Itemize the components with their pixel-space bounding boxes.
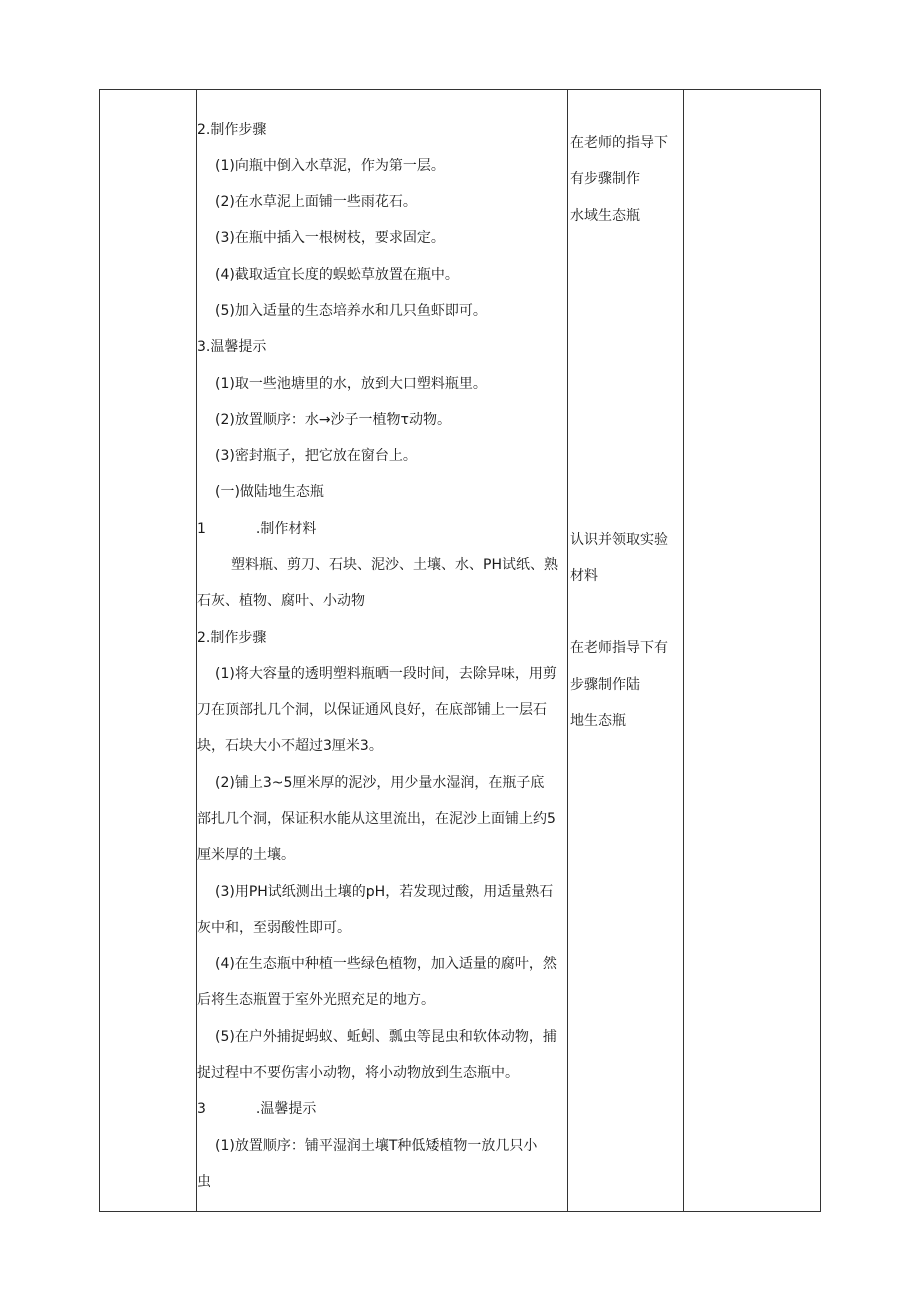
step-text: 捉过程中不要伤害小动物，将小动物放到生态瓶中。 <box>197 1065 519 1081</box>
section-title: .温馨提示 <box>255 1101 317 1117</box>
section-heading <box>197 1099 316 1119</box>
column-divider <box>196 90 197 1211</box>
activity-text: 在老师指导下有 <box>570 640 668 656</box>
step-text: (3)在瓶中插入一根树枝，要求固定。 <box>215 230 445 246</box>
step-text: (5)加入适量的生态培养水和几只鱼虾即可。 <box>215 303 487 319</box>
section-heading: 2.制作步骤 <box>197 630 267 646</box>
materials-text: 石灰、植物、腐叶、小动物 <box>197 593 365 609</box>
step-text: (1)向瓶中倒入水草泥，作为第一层。 <box>215 158 445 174</box>
tip-text: (1)放置顺序：铺平湿润土壤T种低矮植物一放几只小 <box>215 1138 538 1154</box>
activity-text: 材料 <box>570 568 598 584</box>
step-text: (4)截取适宜长度的蜈蚣草放置在瓶中。 <box>215 267 459 283</box>
step-text: (3)用PH试纸测出土壤的pH，若发现过酸，用适量熟石 <box>215 884 554 900</box>
column-divider <box>683 90 684 1211</box>
section-heading: 3.温馨提示 <box>197 339 267 355</box>
activity-text: 水域生态瓶 <box>570 208 640 224</box>
tip-text: 虫 <box>197 1174 211 1190</box>
materials-text: 塑料瓶、剪刀、石块、泥沙、土壤、水、PH试纸、熟 <box>231 557 558 573</box>
section-heading <box>197 519 316 539</box>
column-divider <box>567 90 568 1211</box>
activity-text: 地生态瓶 <box>570 713 626 729</box>
tip-text: (3)密封瓶子，把它放在窗台上。 <box>215 448 417 464</box>
step-text: 后将生态瓶置于室外光照充足的地方。 <box>197 992 435 1008</box>
step-text: (1)将大容量的透明塑料瓶晒一段时间，去除异味，用剪 <box>215 666 557 682</box>
step-text: 块，石块大小不超过3厘米3。 <box>197 738 383 754</box>
step-text: 灰中和，至弱酸性即可。 <box>197 920 351 936</box>
tip-text: (1)取一些池塘里的水，放到大口塑料瓶里。 <box>215 376 487 392</box>
step-text: 刀在顶部扎几个洞，以保证通风良好，在底部铺上一层石 <box>197 702 547 718</box>
step-text: (2)在水草泥上面铺一些雨花石。 <box>215 194 417 210</box>
section-number: 3 <box>197 1101 206 1117</box>
step-text: 厘米厚的土壤。 <box>197 847 295 863</box>
section-number: 1 <box>197 521 206 537</box>
section-heading: 2.制作步骤 <box>197 122 267 138</box>
activity-text: 在老师的指导下 <box>570 135 668 151</box>
activity-text: 认识并领取实验 <box>570 532 668 548</box>
step-text: (5)在户外捕捉蚂蚁、蚯蚓、瓢虫等昆虫和软体动物，捕 <box>215 1029 557 1045</box>
step-text: (4)在生态瓶中种植一些绿色植物，加入适量的腐叶，然 <box>215 956 557 972</box>
step-text: 部扎几个洞，保证积水能从这里流出，在泥沙上面铺上约5 <box>197 811 556 827</box>
tip-text: (2)放置顺序：水→沙子一植物τ动物。 <box>215 412 451 428</box>
section-title: .制作材料 <box>255 521 317 537</box>
lesson-table <box>99 89 821 1212</box>
step-text: (2)铺上3~5厘米厚的泥沙，用少量水湿润，在瓶子底 <box>215 775 545 791</box>
activity-text: 步骤制作陆 <box>570 677 640 693</box>
activity-text: 有步骤制作 <box>570 171 640 187</box>
subsection-heading: (一)做陆地生态瓶 <box>215 484 324 500</box>
